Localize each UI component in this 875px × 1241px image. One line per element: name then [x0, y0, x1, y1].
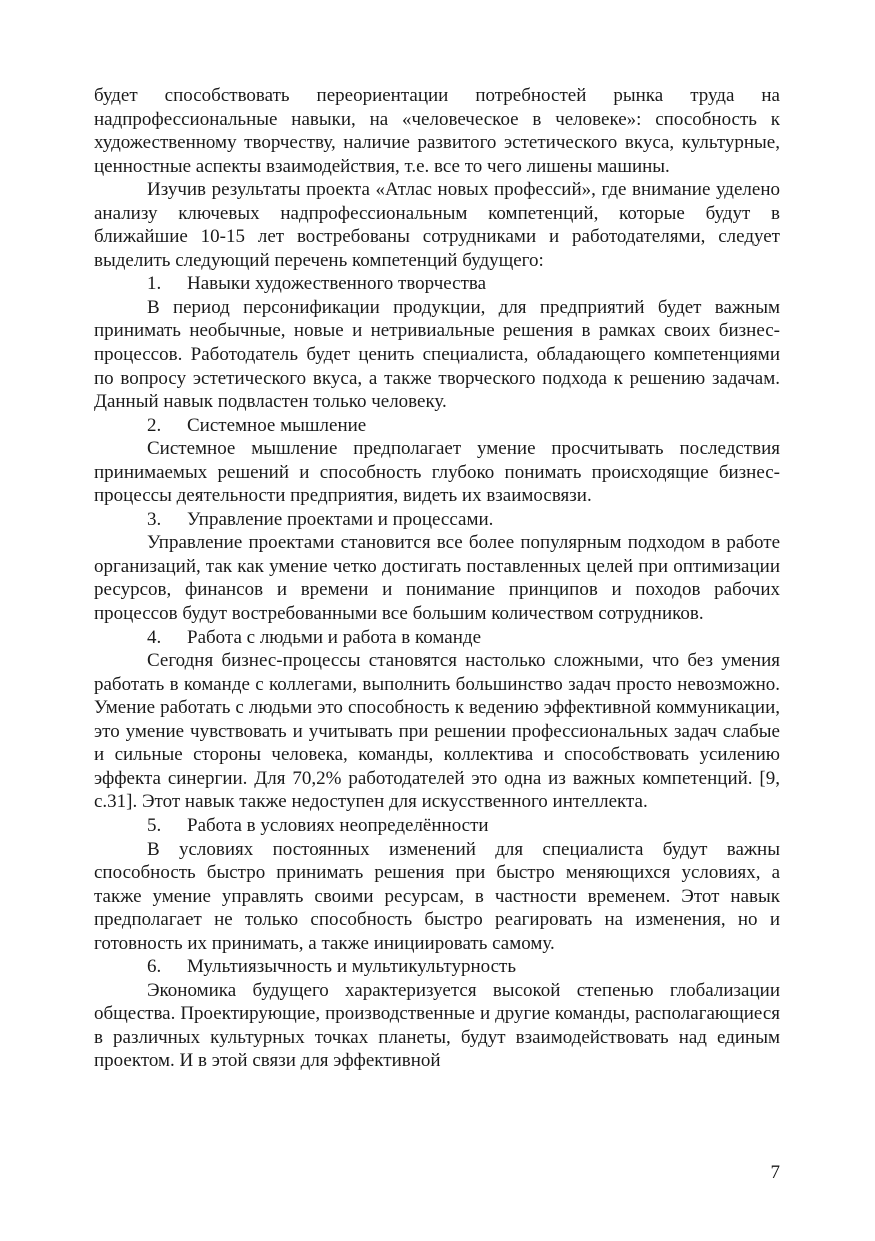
list-heading-text: Работа с людьми и работа в команде: [187, 626, 482, 648]
list-heading-text: Навыки художественного творчества: [187, 273, 487, 295]
list-heading-text: Мультиязычность и мультикультурность: [187, 956, 516, 978]
paragraph-atlas-project: Изучив результаты проекта «Атлас новых профессий», где внимание уделено анализу ключевых надпрофессиональным компетенций, которые будут в ближайшие 10-15 лет востребованы сотрудниками и работодателями, следует выделить следующий перечень компетенций будущего:: [94, 179, 780, 271]
paragraph-systems-thinking: Системное мышление предполагает умение просчитывать последствия принимаемых решений и способность глубоко понимать происходящие бизнес-процессы деятельности предприятия, видеть их взаимосвязи.: [94, 438, 780, 507]
list-heading-text: Системное мышление: [187, 414, 367, 436]
paragraph-uncertainty: В условиях постоянных изменений для специалиста будут важны способность быстро принимать решения при быстро меняющихся условиях, а также умение управлять своими ресурсам, в частности временем. Этот навык предполагает не только способность быстро реагировать на изменения, но и готовность их принимать, а также инициировать самому.: [94, 838, 780, 954]
list-heading-2: [94, 414, 780, 438]
list-number: 1.: [147, 273, 162, 295]
paragraph-project-management: Управление проектами становится все более популярным подходом в работе организаций, так как умение четко достигать поставленных целей при оптимизации ресурсов, финансов и времени и понимание принципов и походов рабочих процессов будут востребованными все большим количеством сотрудников.: [94, 532, 780, 625]
list-number: 5.: [147, 814, 162, 836]
list-heading-text: Работа в условиях неопределённости: [187, 814, 489, 836]
body-text: [94, 84, 780, 1073]
list-heading-6: [94, 955, 780, 979]
list-heading-text: Управление проектами и процессами.: [187, 508, 494, 530]
list-heading-4: [94, 626, 780, 650]
list-number: 4.: [147, 626, 162, 648]
list-number: 3.: [147, 508, 162, 530]
paragraph-intro-continuation: будет способствовать переориентации потребностей рынка труда на надпрофессиональные навыки, на «человеческое в человеке»: способность к художественному творчеству, наличие развитого эстетического вкуса, культурные, ценностные аспекты взаимодействия, т.е. все то чего лишены машины.: [94, 85, 780, 177]
list-heading-3: [94, 508, 780, 532]
list-heading-1: [94, 272, 780, 296]
paragraph-teamwork: Сегодня бизнес-процессы становятся настолько сложными, что без умения работать в команде с коллегами, выполнить большинство задач просто невозможно. Умение работать с людьми это способность к ведению эффективной коммуникации, это умение чувствовать и учитывать при решении профессиональных задач слабые и сильные стороны человека, команды, коллектива и способствовать усилению эффекта синергии. Для 70,2% работодателей это одна из важных компетенций. [9, с.31]. Этот навык также недоступен для искусственного интеллекта.: [94, 650, 780, 813]
list-heading-5: [94, 814, 780, 838]
paragraph-multilingualism: Экономика будущего характеризуется высокой степенью глобализации общества. Проектирующие, производственные и другие команды, располагающиеся в различных культурных точках планеты, будут взаимодействовать над единым проектом. И в этой связи для эффективной: [94, 979, 780, 1072]
page-number: 7: [770, 1162, 780, 1183]
list-number: 6.: [147, 956, 162, 978]
paragraph-artistic-creativity: В период персонификации продукции, для предприятий будет важным принимать необычные, новые и нетривиальные решения в рамках своих бизнес-процессов. Работодатель будет ценить специалиста, обладающего компетенциями по вопросу эстетического вкуса, а также творческого подхода к решению задачам. Данный навык подвластен только человеку.: [94, 296, 780, 413]
list-number: 2.: [147, 414, 162, 436]
